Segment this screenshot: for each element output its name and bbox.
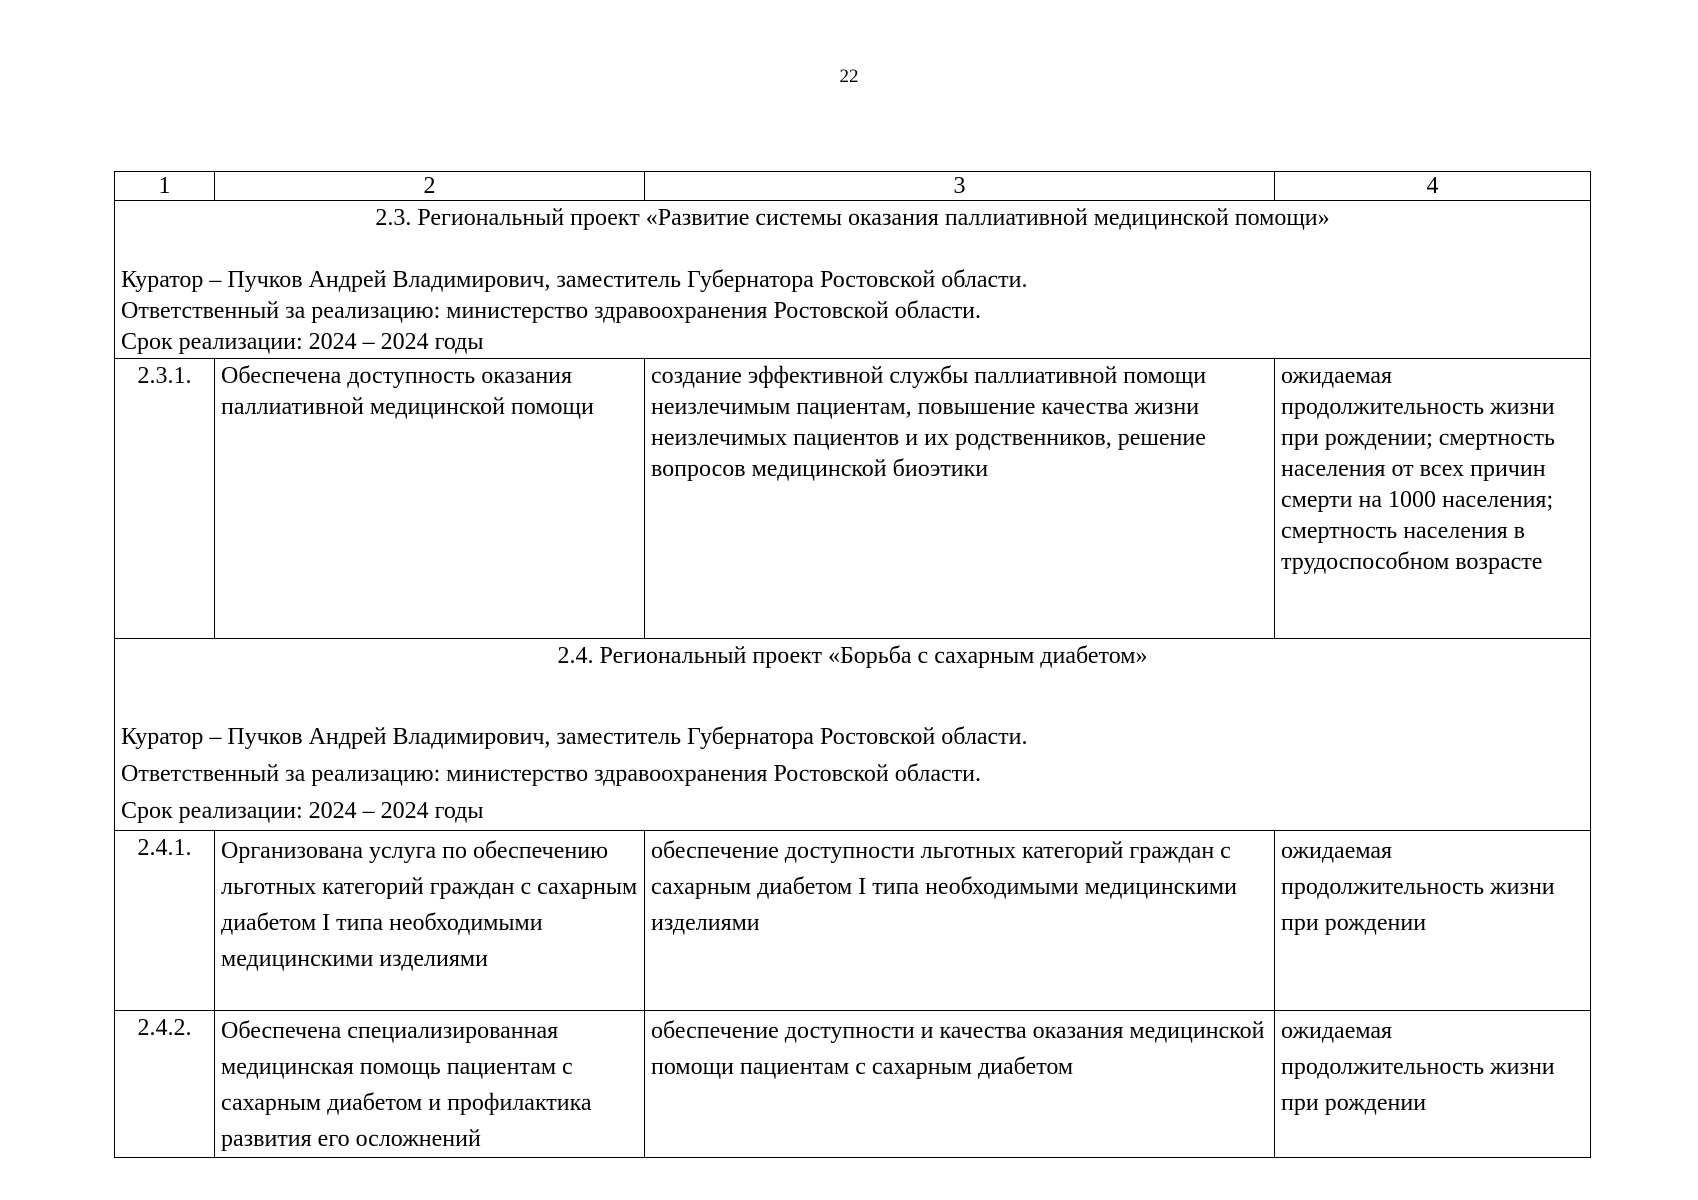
- section-header: [115, 639, 1591, 831]
- section-header-row: [115, 639, 1591, 831]
- section-header: [115, 201, 1591, 359]
- row-task: Организована услуга по обеспечению льготных категорий граждан с сахарным диабетом I типа необходимыми медицинскими изделиями: [215, 831, 645, 1011]
- section-curator: Куратор – Пучков Андрей Владимирович, заместитель Губернатора Ростовской области.: [121, 267, 1028, 293]
- column-number-2: 2: [215, 172, 645, 201]
- column-number-3: 3: [645, 172, 1275, 201]
- row-indicator: ожидаемая продолжительность жизни при рождении: [1275, 1011, 1591, 1158]
- table-row: [115, 831, 1591, 1011]
- page-number: 22: [839, 66, 859, 87]
- column-number-1: 1: [115, 172, 215, 201]
- row-effect: обеспечение доступности и качества оказания медицинской помощи пациентам с сахарным диабетом: [645, 1011, 1275, 1158]
- row-indicator: ожидаемая продолжительность жизни при рождении: [1275, 831, 1591, 1011]
- section-spacer: [121, 672, 1584, 719]
- row-number: 2.4.1.: [115, 831, 215, 1011]
- row-effect: обеспечение доступности льготных категорий граждан с сахарным диабетом I типа необходимыми медицинскими изделиями: [645, 831, 1275, 1011]
- section-curator: Куратор – Пучков Андрей Владимирович, заместитель Губернатора Ростовской области.: [121, 724, 1028, 750]
- row-number: 2.4.2.: [115, 1011, 215, 1158]
- row-task: Обеспечена специализированная медицинская помощь пациентам с сахарным диабетом и профилактика развития его осложнений: [215, 1011, 645, 1158]
- row-indicator: ожидаемая продолжительность жизни при рождении; смертность населения от всех причин смерти на 1000 населения; смертность населения в трудоспособном возрасте: [1275, 359, 1591, 639]
- section-term: Срок реализации: 2024 – 2024 годы: [121, 329, 484, 355]
- row-number: 2.3.1.: [115, 359, 215, 639]
- section-spacer: [121, 234, 1584, 265]
- row-effect: создание эффективной службы паллиативной помощи неизлечимым пациентам, повышение качества жизни неизлечимых пациентов и их родственников, решение вопросов медицинской биоэтики: [645, 359, 1275, 639]
- table-row: [115, 359, 1591, 639]
- section-responsible: Ответственный за реализацию: министерство здравоохранения Ростовской области.: [121, 761, 981, 787]
- section-title: 2.4. Региональный проект «Борьба с сахарным диабетом»: [557, 643, 1148, 669]
- measures-table: [114, 171, 1591, 1158]
- section-title: 2.3. Региональный проект «Развитие системы оказания паллиативной медицинской помощи»: [375, 205, 1330, 231]
- section-term: Срок реализации: 2024 – 2024 годы: [121, 798, 484, 824]
- column-number-4: 4: [1275, 172, 1591, 201]
- section-responsible: Ответственный за реализацию: министерство здравоохранения Ростовской области.: [121, 298, 981, 324]
- section-header-row: [115, 201, 1591, 359]
- row-task: Обеспечена доступность оказания паллиативной медицинской помощи: [215, 359, 645, 639]
- column-numbers-row: [115, 172, 1591, 201]
- table-row: [115, 1011, 1591, 1158]
